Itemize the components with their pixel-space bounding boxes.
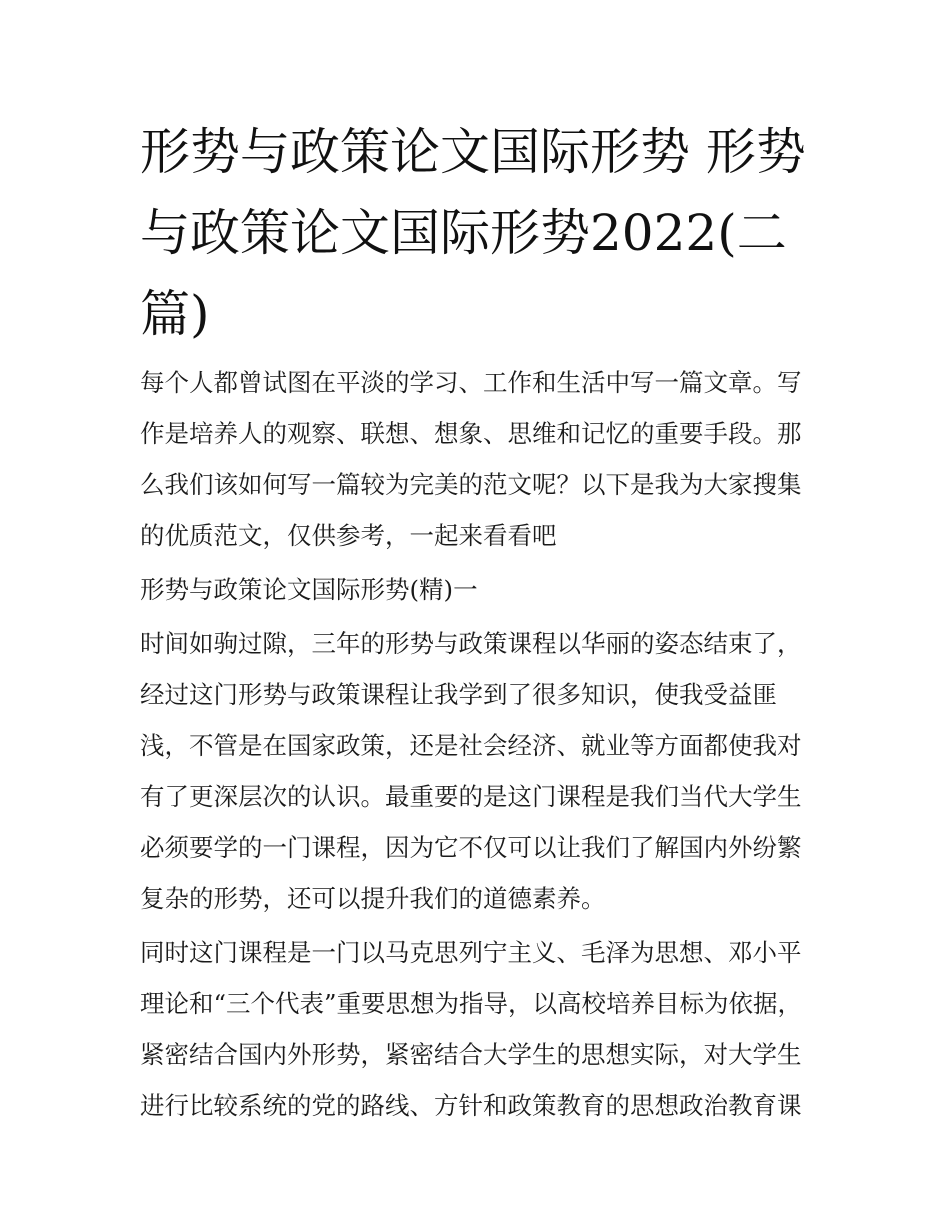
document-body <box>140 357 820 1134</box>
document-title: 形势与政策论文国际形势 形势与政策论文国际形势2022(二篇) <box>140 123 806 343</box>
section-heading: 形势与政策论文国际形势(精)一 <box>140 575 478 604</box>
intro-paragraph: 每个人都曾试图在平淡的学习、工作和生活中写一篇文章。写作是培养人的观察、联想、想象、思维和记忆的重要手段。那么我们该如何写一篇较为完美的范文呢？以下是我为大家搜集的优质范文，仅供参考，一起来看看吧 <box>140 368 802 550</box>
body-paragraph: 时间如驹过隙，三年的形势与政策课程以华丽的姿态结束了，经过这门形势与政策课程让我学到了很多知识，使我受益匪浅，不管是在国家政策，还是社会经济、就业等方面都使我对有了更深层次的认识。最重要的是这门课程是我们当代大学生必须要学的一门课程，因为它不仅可以让我们了解国内外纷繁复杂的形势，还可以提升我们的道德素养。 <box>140 629 802 913</box>
body-paragraph: 同时这门课程是一门以马克思列宁主义、毛泽为思想、邓小平理论和“三个代表”重要思想为指导，以高校培养目标为依据，紧密结合国内外形势，紧密结合大学生的思想实际，对大学生进行比较系统的党的路线、方针和政策教育的思想政治教育课 <box>140 938 803 1120</box>
